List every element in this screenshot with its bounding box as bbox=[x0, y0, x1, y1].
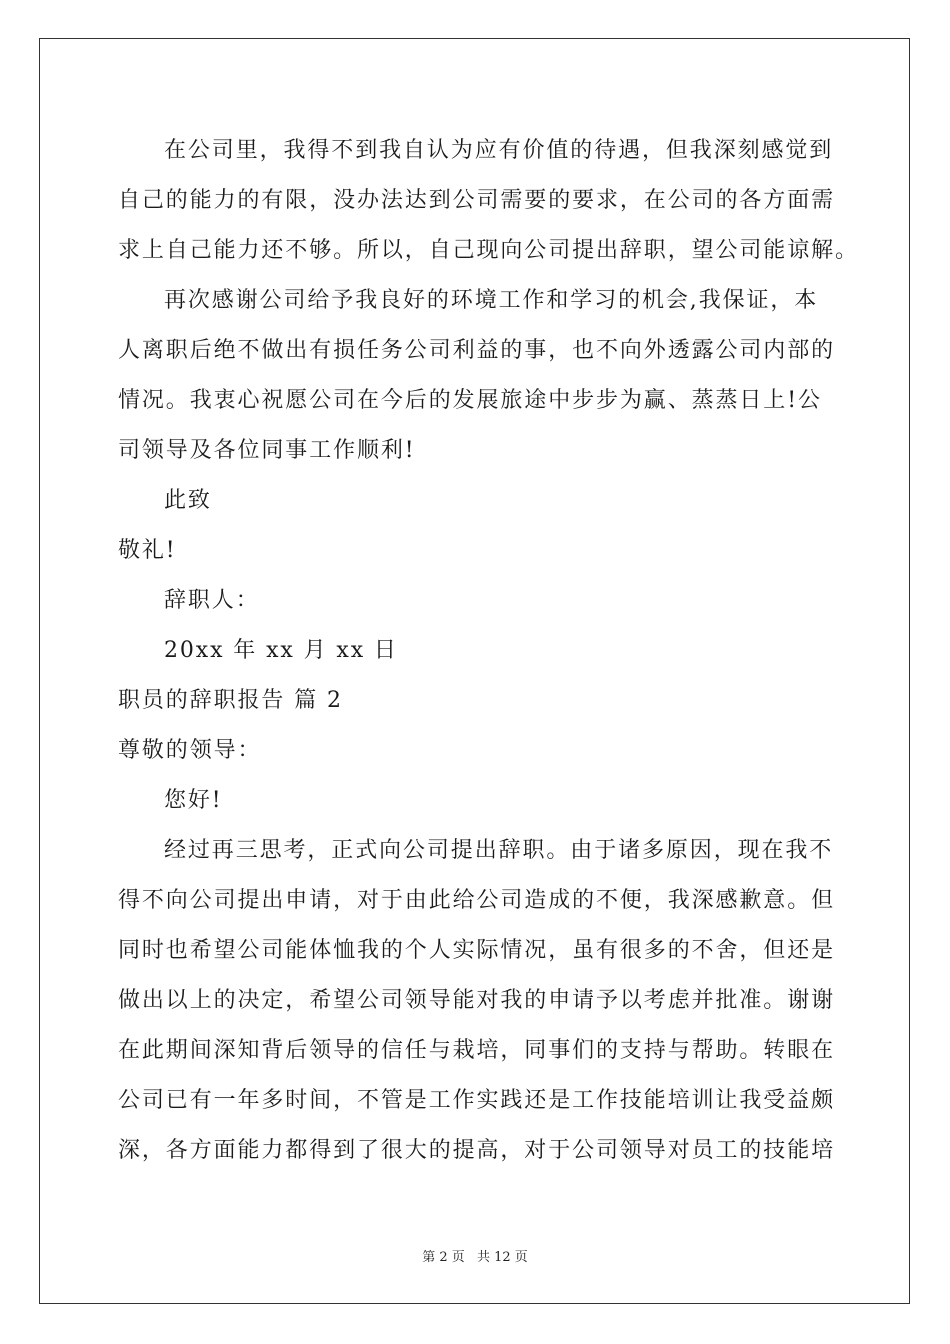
paragraph-line: 做出以上的决定，希望公司领导能对我的申请予以考虑并批准。谢谢 bbox=[118, 988, 836, 1013]
closing-line: 此致 bbox=[164, 488, 212, 513]
page-footer bbox=[0, 1246, 950, 1265]
paragraph-line: 得不向公司提出申请，对于由此给公司造成的不便，我深感歉意。但 bbox=[118, 888, 836, 913]
salutation-line: 敬礼! bbox=[118, 538, 177, 563]
paragraph-line: 人离职后绝不做出有损任务公司利益的事，也不向外透露公司内部的 bbox=[118, 338, 836, 363]
paragraph-line: 再次感谢公司给予我良好的环境工作和学习的机会,我保证，本 bbox=[164, 288, 819, 313]
paragraph-line: 同时也希望公司能体恤我的个人实际情况，虽有很多的不舍，但还是 bbox=[118, 938, 836, 963]
paragraph-line: 情况。我衷心祝愿公司在今后的发展旅途中步步为赢、蒸蒸日上!公 bbox=[118, 388, 822, 413]
document-body bbox=[118, 126, 859, 1176]
greeting-line: 尊敬的领导： bbox=[118, 738, 262, 763]
date-line: 20xx 年 xx 月 xx 日 bbox=[164, 638, 398, 663]
page-number: 第 2 页 bbox=[422, 1250, 465, 1265]
paragraph-line: 在公司里，我得不到我自认为应有价值的待遇，但我深刻感觉到 bbox=[164, 138, 834, 163]
paragraph-line: 在此期间深知背后领导的信任与栽培，同事们的支持与帮助。转眼在 bbox=[118, 1038, 836, 1063]
paragraph-line: 公司已有一年多时间，不管是工作实践还是工作技能培训让我受益颇 bbox=[118, 1088, 836, 1113]
paragraph-line: 经过再三思考，正式向公司提出辞职。由于诸多原因，现在我不 bbox=[164, 838, 834, 863]
signature-label: 辞职人： bbox=[164, 588, 260, 613]
greeting-line: 您好! bbox=[164, 788, 223, 813]
page-total: 共 12 页 bbox=[476, 1250, 528, 1265]
section-heading: 职员的辞职报告 篇 2 bbox=[118, 688, 343, 713]
paragraph-line: 深，各方面能力都得到了很大的提高，对于公司领导对员工的技能培 bbox=[118, 1138, 836, 1163]
paragraph-line: 求上自己能力还不够。所以，自己现向公司提出辞职，望公司能谅解。 bbox=[118, 238, 859, 263]
paragraph-line: 自己的能力的有限，没办法达到公司需要的要求，在公司的各方面需 bbox=[118, 188, 836, 213]
paragraph-line: 司领导及各位同事工作顺利! bbox=[118, 438, 416, 463]
